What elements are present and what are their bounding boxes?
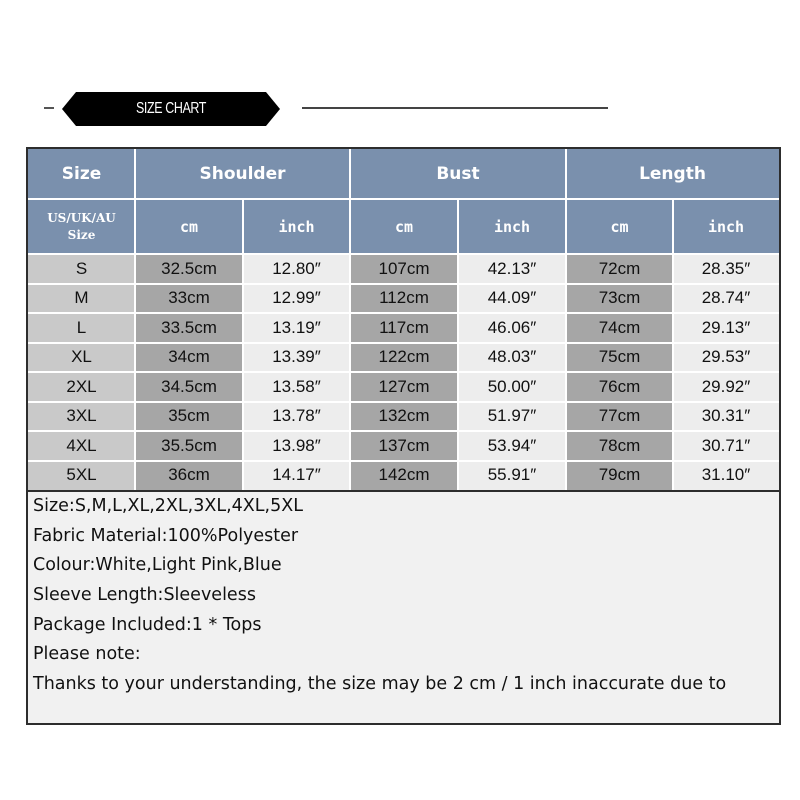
size-label-cell: 4XL	[28, 431, 135, 461]
note-line: Size:S,M,L,XL,2XL,3XL,4XL,5XL	[33, 496, 303, 516]
inch-value-cell: 13.19″	[243, 313, 350, 343]
cm-value-cell: 78cm	[566, 431, 673, 461]
size-region-line: Size	[67, 227, 96, 242]
cm-value-cell: 79cm	[566, 461, 673, 491]
cm-value-cell: 107cm	[350, 254, 458, 284]
inch-value-cell: 14.17″	[243, 461, 350, 491]
grid-horizontal-line	[28, 283, 779, 285]
banner-right-notch	[266, 92, 280, 126]
header-shoulder: Shoulder	[135, 149, 350, 199]
size-label-cell: M	[28, 284, 135, 314]
inch-value-cell: 31.10″	[673, 461, 779, 491]
cm-value-cell: 33.5cm	[135, 313, 243, 343]
note-line: Fabric Material:100%Polyester	[33, 525, 299, 546]
cm-value-cell: 32.5cm	[135, 254, 243, 284]
inch-value-cell: 28.74″	[673, 284, 779, 314]
inch-value-cell: 13.39″	[243, 343, 350, 373]
size-label-cell: XL	[28, 343, 135, 373]
cm-value-cell: 34.5cm	[135, 372, 243, 402]
note-line: Thanks to your understanding, the size may be 2 cm / 1 inch inaccurate due to	[33, 674, 727, 695]
inch-value-cell: 12.80″	[243, 254, 350, 284]
size-region-header	[28, 199, 135, 254]
size-region-line: US/UK/AU	[47, 210, 116, 225]
note-line: Package Included:1 * Tops	[33, 614, 262, 635]
inch-value-cell: 28.35″	[673, 254, 779, 284]
cm-value-cell: 35cm	[135, 402, 243, 432]
inch-value-cell: 48.03″	[458, 343, 566, 373]
cm-value-cell: 137cm	[350, 431, 458, 461]
size-label-cell: 3XL	[28, 402, 135, 432]
cm-value-cell: 34cm	[135, 343, 243, 373]
banner-left-dash	[44, 107, 54, 109]
grid-vertical-line	[672, 199, 674, 490]
grid-horizontal-line	[28, 198, 779, 200]
grid-vertical-line	[134, 149, 136, 490]
cm-value-cell: 117cm	[350, 313, 458, 343]
unit-header: inch	[243, 199, 350, 254]
inch-value-cell: 30.71″	[673, 431, 779, 461]
cm-value-cell: 72cm	[566, 254, 673, 284]
inch-value-cell: 13.78″	[243, 402, 350, 432]
size-label-cell: 2XL	[28, 372, 135, 402]
grid-horizontal-line	[28, 342, 779, 344]
inch-value-cell: 55.91″	[458, 461, 566, 491]
banner-left-notch	[62, 92, 76, 126]
grid-horizontal-line	[28, 371, 779, 373]
unit-header: inch	[673, 199, 779, 254]
unit-header: cm	[566, 199, 673, 254]
cm-value-cell: 73cm	[566, 284, 673, 314]
note-line: Colour:White,Light Pink,Blue	[33, 555, 282, 576]
grid-horizontal-line	[28, 401, 779, 403]
inch-value-cell: 30.31″	[673, 402, 779, 432]
size-label-cell: L	[28, 313, 135, 343]
inch-value-cell: 29.92″	[673, 372, 779, 402]
inch-value-cell: 51.97″	[458, 402, 566, 432]
inch-value-cell: 13.98″	[243, 431, 350, 461]
size-label-cell: 5XL	[28, 461, 135, 491]
grid-horizontal-line	[28, 460, 779, 462]
grid-horizontal-line	[28, 430, 779, 432]
inch-value-cell: 29.13″	[673, 313, 779, 343]
cm-value-cell: 75cm	[566, 343, 673, 373]
unit-header: inch	[458, 199, 566, 254]
size-chart-banner	[44, 88, 574, 128]
inch-value-cell: 29.53″	[673, 343, 779, 373]
grid-vertical-line	[565, 149, 567, 490]
grid-vertical-line	[242, 199, 244, 490]
grid-vertical-line	[457, 199, 459, 490]
inch-value-cell: 53.94″	[458, 431, 566, 461]
header-bust: Bust	[350, 149, 566, 199]
cm-value-cell: 132cm	[350, 402, 458, 432]
unit-header: cm	[135, 199, 243, 254]
inch-value-cell: 13.58″	[243, 372, 350, 402]
cm-value-cell: 74cm	[566, 313, 673, 343]
cm-value-cell: 122cm	[350, 343, 458, 373]
note-line: Sleeve Length:Sleeveless	[33, 585, 256, 606]
banner-right-rule	[302, 107, 608, 109]
grid-vertical-line	[349, 149, 351, 490]
inch-value-cell: 42.13″	[458, 254, 566, 284]
inch-value-cell: 44.09″	[458, 284, 566, 314]
size-label-cell: S	[28, 254, 135, 284]
header-length: Length	[566, 149, 779, 199]
note-line: Please note:	[33, 644, 141, 665]
grid-horizontal-line	[28, 253, 779, 255]
unit-header: cm	[350, 199, 458, 254]
cm-value-cell: 35.5cm	[135, 431, 243, 461]
product-notes	[33, 492, 775, 700]
size-chart-table	[26, 147, 781, 725]
inch-value-cell: 50.00″	[458, 372, 566, 402]
header-size: Size	[28, 149, 135, 199]
cm-value-cell: 142cm	[350, 461, 458, 491]
cm-value-cell: 112cm	[350, 284, 458, 314]
cm-value-cell: 76cm	[566, 372, 673, 402]
cm-value-cell: 127cm	[350, 372, 458, 402]
inch-value-cell: 12.99″	[243, 284, 350, 314]
cm-value-cell: 77cm	[566, 402, 673, 432]
banner-title: SIZE CHART	[135, 100, 207, 117]
cm-value-cell: 36cm	[135, 461, 243, 491]
grid-horizontal-line	[28, 312, 779, 314]
inch-value-cell: 46.06″	[458, 313, 566, 343]
cm-value-cell: 33cm	[135, 284, 243, 314]
